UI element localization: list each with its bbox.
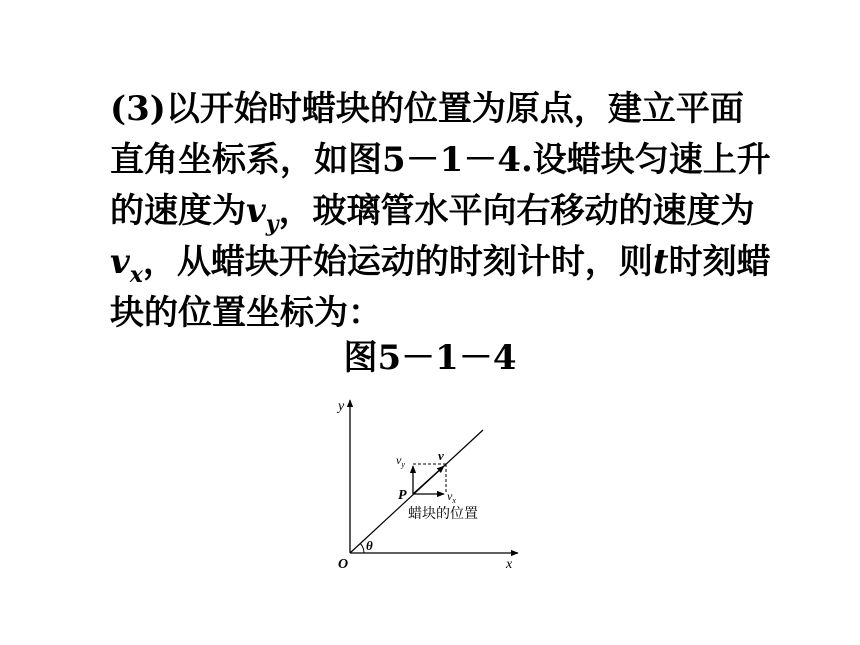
- paragraph-line-2: [110, 135, 790, 186]
- line-1-text: 以开始时蜡块的位置为原点，建立平面: [165, 89, 744, 129]
- time-variable: t: [652, 242, 669, 282]
- vx-label-sub: x: [452, 496, 456, 505]
- problem-paragraph: [110, 84, 790, 339]
- v-vector: [413, 466, 444, 494]
- vy-label: [396, 453, 405, 469]
- position-note: 蜡块的位置: [408, 506, 478, 522]
- line-2-text: 直角坐标系，如图5－1－4.设蜡块匀速上升: [110, 140, 771, 180]
- figure-caption: 图5－1－4: [343, 338, 517, 378]
- line-4-after: 时刻蜡: [668, 242, 771, 282]
- line-3-before: 的速度为: [110, 191, 246, 231]
- v-label: v: [438, 448, 444, 463]
- vy-variable: v: [246, 191, 266, 231]
- vx-variable: v: [110, 242, 130, 282]
- vy-label-main: v: [396, 453, 402, 467]
- angle-label: θ: [366, 538, 373, 553]
- point-p-label: P: [398, 488, 407, 503]
- part-number: (3): [110, 89, 166, 129]
- vx-label-main: v: [447, 489, 453, 503]
- y-axis-label: y: [338, 399, 345, 414]
- angle-arc: [360, 544, 364, 554]
- paragraph-line-1: [110, 84, 790, 135]
- vx-subscript: x: [129, 262, 143, 288]
- vy-subscript: y: [265, 211, 279, 237]
- vx-label: [447, 489, 456, 505]
- coordinate-diagram: [328, 390, 528, 575]
- vy-label-sub: y: [401, 460, 405, 469]
- coordinate-figure: [328, 390, 528, 575]
- paragraph-line-4: [110, 237, 790, 288]
- x-axis-label: x: [506, 557, 513, 572]
- line-3-after: ，玻璃管水平向右移动的速度为: [278, 191, 755, 231]
- origin-label: O: [338, 557, 349, 572]
- line-5-text: 块的位置坐标为：: [110, 293, 382, 333]
- line-4-middle: ，从蜡块开始运动的时刻计时，则: [142, 242, 653, 282]
- paragraph-line-3: [110, 186, 790, 237]
